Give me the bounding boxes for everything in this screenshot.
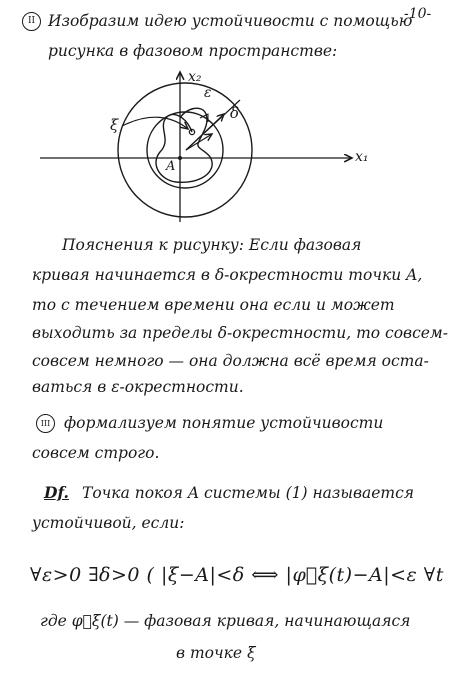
label-xi: ξ bbox=[110, 116, 119, 134]
definition-label: Df. bbox=[44, 483, 69, 502]
section-marker-ii: II bbox=[22, 12, 41, 31]
definition-line-1: Точка покоя A системы (1) называется bbox=[82, 484, 415, 502]
label-x1: x₁ bbox=[355, 149, 369, 165]
definition-line-2: устойчивой, если: bbox=[32, 514, 185, 532]
whiteout-patch bbox=[40, 545, 162, 563]
explanation-line-4: выходить за пределы δ-окрестности, то совсем- bbox=[32, 324, 449, 342]
stability-formula: ∀ε>0 ∃δ>0 ( |ξ−A|<δ ⟺ |φ⃗ξ(t)−A|<ε ∀t bbox=[30, 564, 444, 586]
equilibrium-point-a bbox=[178, 156, 182, 160]
explanation-line-6: ваться в ε-окрестности. bbox=[32, 378, 244, 396]
where-line-2: в точке ξ bbox=[176, 644, 256, 662]
label-delta: δ bbox=[230, 104, 240, 122]
section-marker-iii: III bbox=[36, 414, 55, 433]
section-iii-line-1: формализуем понятие устойчивости bbox=[64, 414, 384, 432]
explanation-line-2: кривая начинается в δ-окрестности точки A, bbox=[32, 266, 423, 284]
section-ii-line-2: рисунка в фазовом пространстве: bbox=[48, 42, 338, 60]
explanation-line-5: совсем немного — она должна всё время оста- bbox=[32, 352, 429, 370]
label-x2: x₂ bbox=[188, 69, 202, 85]
label-a: A bbox=[166, 159, 176, 174]
delta-circle bbox=[147, 112, 223, 188]
phase-curve bbox=[156, 108, 212, 182]
section-ii-line-1: Изобразим идею устойчивости с помощью bbox=[48, 12, 413, 30]
page-number: -10- bbox=[404, 6, 432, 22]
label-eps: ε bbox=[204, 85, 212, 101]
explanation-line-3: то с течением времени она если и может bbox=[32, 296, 395, 314]
where-line-1: где φ⃗ξ(t) — фазовая кривая, начинающаяся bbox=[40, 612, 411, 630]
section-iii-line-2: совсем строго. bbox=[32, 444, 160, 462]
explanation-line-1: Пояснения к рисунку: Если фазовая bbox=[62, 236, 362, 254]
